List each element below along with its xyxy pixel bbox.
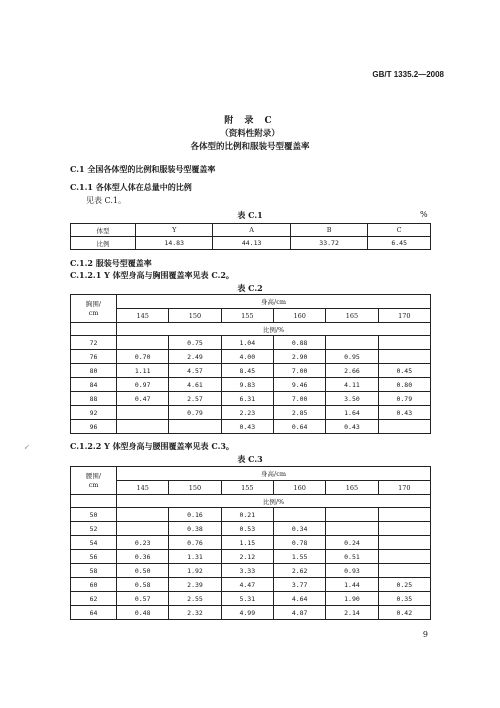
table-cell <box>326 522 378 536</box>
table-row <box>71 536 431 550</box>
table-cell: 4.00 <box>221 350 273 364</box>
margin-mark: ↙ <box>24 443 30 451</box>
annex-name: 各体型的比例和服装号型覆盖率 <box>190 142 310 152</box>
section-c121-heading: C.1.2.1 Y 体型身高与胸围覆盖率见表 C.2。 <box>70 270 234 280</box>
table-c2-height-row <box>71 309 431 323</box>
standard-code: GB/T 1335.2—2008 <box>372 70 444 79</box>
table-c2-body <box>71 336 431 434</box>
row-label: 52 <box>71 522 117 536</box>
table-c1-header-cell: Y <box>136 224 213 237</box>
table-c1-cell: 14.83 <box>136 237 213 250</box>
table-cell: 2.49 <box>169 350 221 364</box>
table-c1-cell: 33.72 <box>290 237 367 250</box>
row-label: 50 <box>71 508 117 522</box>
table-cell: 1.44 <box>326 578 378 592</box>
table-cell: 1.04 <box>221 336 273 350</box>
row-label: 80 <box>71 364 117 378</box>
table-c1-row-label: 比例 <box>71 237 136 250</box>
table-cell: 2.66 <box>326 364 378 378</box>
table-c2 <box>70 294 431 434</box>
table-cell: 0.48 <box>117 606 169 620</box>
table-cell: 0.43 <box>326 420 378 434</box>
table-cell: 2.55 <box>169 592 221 606</box>
table-cell: 2.90 <box>273 350 325 364</box>
annex-type: （资料性附录） <box>220 129 280 139</box>
table-c2-height-cell: 155 <box>221 309 273 323</box>
table-cell <box>378 350 430 364</box>
table-c3-caption: 表 C.3 <box>237 454 263 464</box>
table-cell <box>117 336 169 350</box>
table-cell: 0.64 <box>273 420 325 434</box>
table-cell <box>378 550 430 564</box>
table-cell: 0.88 <box>273 336 325 350</box>
table-c1-header-cell: 体型 <box>71 224 136 237</box>
table-c3-height-cell: 170 <box>378 481 430 495</box>
section-c11-heading: C.1.1 各体型人体在总量中的比例 <box>70 182 192 192</box>
table-row <box>71 420 431 434</box>
table-c3-height-cell: 145 <box>117 481 169 495</box>
table-cell: 4.64 <box>273 592 325 606</box>
row-label: 72 <box>71 336 117 350</box>
table-cell: 0.75 <box>169 336 221 350</box>
table-c1-unit: % <box>420 210 428 219</box>
table-cell: 0.38 <box>169 522 221 536</box>
table-cell: 1.31 <box>169 550 221 564</box>
table-row <box>71 378 431 392</box>
table-cell: 8.45 <box>221 364 273 378</box>
table-c2-row-header: 胸围/ cm <box>71 295 117 323</box>
table-cell: 0.80 <box>378 378 430 392</box>
table-cell: 0.97 <box>117 378 169 392</box>
table-cell: 0.51 <box>326 550 378 564</box>
table-c1 <box>70 223 431 250</box>
table-cell: 0.50 <box>117 564 169 578</box>
table-cell <box>378 420 430 434</box>
row-label: 84 <box>71 378 117 392</box>
table-cell: 0.45 <box>378 364 430 378</box>
table-c2-height-cell: 145 <box>117 309 169 323</box>
table-cell: 1.55 <box>273 550 325 564</box>
table-cell: 0.23 <box>117 536 169 550</box>
table-cell: 0.34 <box>273 522 325 536</box>
table-cell: 0.36 <box>117 550 169 564</box>
table-cell: 3.77 <box>273 578 325 592</box>
table-c3-height-cell: 165 <box>326 481 378 495</box>
table-cell: 1.15 <box>221 536 273 550</box>
table-c1-header-cell: C <box>368 224 431 237</box>
row-label: 88 <box>71 392 117 406</box>
table-row <box>71 392 431 406</box>
table-cell: 3.33 <box>221 564 273 578</box>
table-row <box>71 508 431 522</box>
table-cell: 2.39 <box>169 578 221 592</box>
table-cell: 0.53 <box>221 522 273 536</box>
table-cell: 2.62 <box>273 564 325 578</box>
table-cell: 0.79 <box>169 406 221 420</box>
table-cell: 4.99 <box>221 606 273 620</box>
table-cell <box>378 522 430 536</box>
table-cell: 4.87 <box>273 606 325 620</box>
table-c3 <box>70 466 431 620</box>
table-cell: 0.42 <box>378 606 430 620</box>
table-c3-ratio-label: 比例/% <box>117 495 431 508</box>
table-c3-height-row <box>71 481 431 495</box>
table-c3-row-header: 腰围/ cm <box>71 467 117 495</box>
table-cell: 1.64 <box>326 406 378 420</box>
table-c3-height-cell: 150 <box>169 481 221 495</box>
table-cell: 0.24 <box>326 536 378 550</box>
table-cell <box>326 336 378 350</box>
row-label: 58 <box>71 564 117 578</box>
table-c2-height-cell: 160 <box>273 309 325 323</box>
table-cell: 1.92 <box>169 564 221 578</box>
table-cell: 0.25 <box>378 578 430 592</box>
table-row <box>71 550 431 564</box>
table-cell <box>273 508 325 522</box>
table-row <box>71 606 431 620</box>
table-cell: 2.57 <box>169 392 221 406</box>
table-row <box>71 364 431 378</box>
table-cell: 2.12 <box>221 550 273 564</box>
row-label: 64 <box>71 606 117 620</box>
table-c2-group-header: 身高/cm <box>117 295 431 309</box>
table-cell: 4.61 <box>169 378 221 392</box>
table-c3-body <box>71 508 431 620</box>
table-cell <box>117 508 169 522</box>
table-row <box>71 578 431 592</box>
table-c3-height-cell: 155 <box>221 481 273 495</box>
row-label: 76 <box>71 350 117 364</box>
section-c1-heading: C.1 全国各体型的比例和服装号型覆盖率 <box>70 164 216 174</box>
table-cell: 0.76 <box>169 536 221 550</box>
table-row <box>71 592 431 606</box>
table-cell: 0.43 <box>378 406 430 420</box>
row-label: 56 <box>71 550 117 564</box>
table-c3-height-cell: 160 <box>273 481 325 495</box>
table-cell: 0.58 <box>117 578 169 592</box>
table-cell: 0.93 <box>326 564 378 578</box>
table-cell: 4.57 <box>169 364 221 378</box>
row-label: 92 <box>71 406 117 420</box>
table-row <box>71 522 431 536</box>
table-cell: 0.79 <box>378 392 430 406</box>
section-c11-reference: 见表 C.1。 <box>86 196 127 205</box>
row-label: 96 <box>71 420 117 434</box>
table-cell: 0.95 <box>326 350 378 364</box>
table-cell: 0.57 <box>117 592 169 606</box>
section-c12-heading: C.1.2 服装号型覆盖率 <box>70 258 152 268</box>
table-cell: 0.78 <box>273 536 325 550</box>
table-cell <box>378 336 430 350</box>
table-cell: 0.21 <box>221 508 273 522</box>
table-cell <box>378 508 430 522</box>
table-cell: 0.47 <box>117 392 169 406</box>
table-cell <box>169 420 221 434</box>
row-label: 54 <box>71 536 117 550</box>
table-cell: 1.90 <box>326 592 378 606</box>
table-cell <box>117 420 169 434</box>
table-row <box>71 336 431 350</box>
row-label: 60 <box>71 578 117 592</box>
table-row <box>71 406 431 420</box>
table-cell: 9.83 <box>221 378 273 392</box>
table-cell: 6.31 <box>221 392 273 406</box>
table-cell <box>326 508 378 522</box>
table-cell: 4.47 <box>221 578 273 592</box>
table-c2-caption: 表 C.2 <box>237 283 263 293</box>
table-cell <box>378 564 430 578</box>
table-cell: 1.11 <box>117 364 169 378</box>
table-row <box>71 564 431 578</box>
row-label: 62 <box>71 592 117 606</box>
table-c1-header-cell: A <box>213 224 290 237</box>
table-cell: 2.32 <box>169 606 221 620</box>
section-c122-heading: C.1.2.2 Y 体型身高与腰围覆盖率见表 C.3。 <box>70 441 234 451</box>
table-cell <box>117 522 169 536</box>
annex-title: 附 录 C <box>224 116 276 126</box>
table-row <box>71 350 431 364</box>
table-cell: 7.00 <box>273 392 325 406</box>
table-c1-cell: 44.13 <box>213 237 290 250</box>
table-cell: 0.16 <box>169 508 221 522</box>
page-number: 9 <box>422 630 428 639</box>
table-cell: 9.46 <box>273 378 325 392</box>
table-cell: 7.00 <box>273 364 325 378</box>
table-cell: 5.31 <box>221 592 273 606</box>
table-c2-height-cell: 150 <box>169 309 221 323</box>
table-cell: 0.43 <box>221 420 273 434</box>
table-c3-group-header: 身高/cm <box>117 467 431 481</box>
table-c1-caption: 表 C.1 <box>237 210 263 220</box>
table-cell: 3.50 <box>326 392 378 406</box>
table-c1-cell: 6.45 <box>368 237 431 250</box>
table-c1-header-cell: B <box>290 224 367 237</box>
table-c2-height-cell: 170 <box>378 309 430 323</box>
table-c2-ratio-label: 比例/% <box>117 323 431 336</box>
table-cell: 2.85 <box>273 406 325 420</box>
table-c2-height-cell: 165 <box>326 309 378 323</box>
table-cell: 0.70 <box>117 350 169 364</box>
table-cell <box>378 536 430 550</box>
table-cell: 2.14 <box>326 606 378 620</box>
table-cell <box>117 406 169 420</box>
table-cell: 0.35 <box>378 592 430 606</box>
table-cell: 2.23 <box>221 406 273 420</box>
table-cell: 4.11 <box>326 378 378 392</box>
